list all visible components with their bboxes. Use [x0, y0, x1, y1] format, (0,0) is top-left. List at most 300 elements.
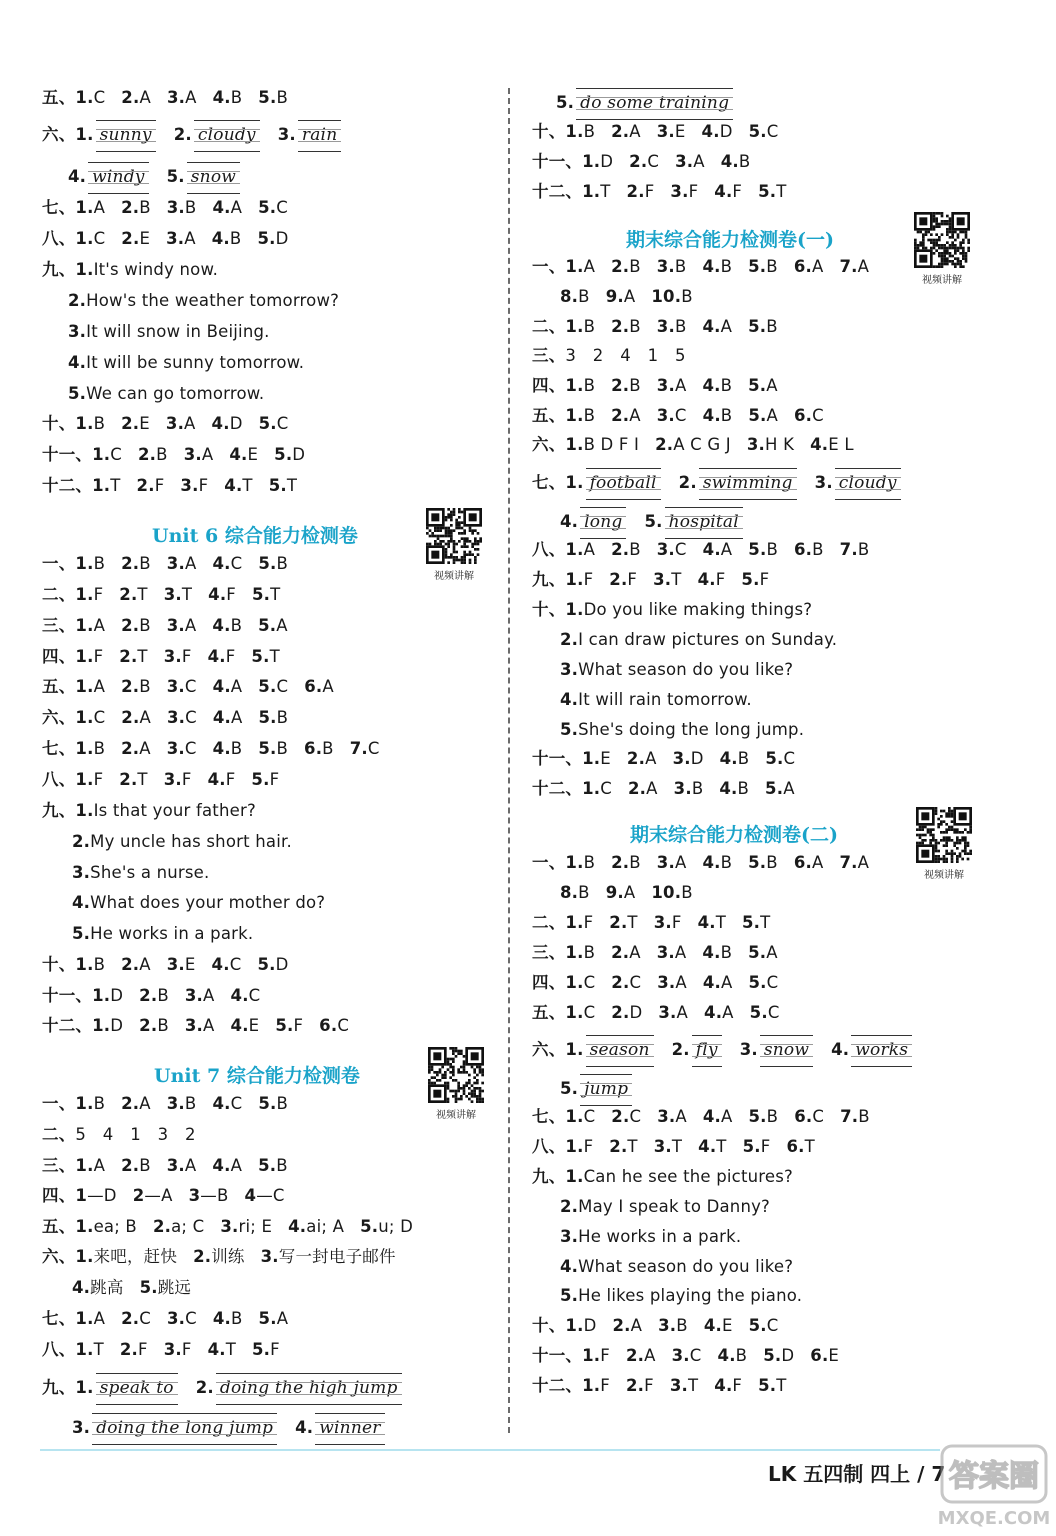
section-title: Unit 7 综合能力检测卷: [154, 1065, 360, 1087]
answer-line: [532, 969, 778, 997]
item-answer: F: [627, 570, 638, 589]
item-answer: C: [230, 554, 243, 573]
question-label: 九、: [42, 1378, 76, 1397]
qr-code: [428, 1047, 484, 1103]
item-answer: B: [812, 540, 824, 559]
item-number: 1.: [565, 540, 584, 559]
item-answer: A: [674, 943, 687, 962]
item-number: 5.: [360, 1217, 379, 1236]
sentence-answer: I can draw pictures on Sunday.: [578, 630, 838, 649]
item-number: 1.: [75, 229, 94, 248]
item-answer: D: [229, 414, 243, 433]
item-answer: H K: [765, 435, 795, 454]
item-number: 5.: [72, 924, 91, 943]
question-label: 二、: [532, 913, 566, 932]
item-answer: A: [623, 883, 636, 902]
question-label: 十一、: [42, 986, 93, 1005]
answer-line: [72, 828, 292, 856]
item-answer: B: [230, 88, 243, 107]
answer-line: [532, 466, 903, 500]
item-number: 5.: [644, 512, 663, 531]
item-number: 2.: [611, 1107, 630, 1126]
item-answer: C: [812, 406, 824, 425]
item-number: 2.: [611, 122, 630, 141]
sentence-answer: It will be sunny tomorrow.: [86, 353, 305, 372]
item-answer: C: [812, 1107, 825, 1126]
item-number: 5.: [252, 1340, 271, 1359]
item-number: 3.: [166, 229, 185, 248]
item-answer: T: [137, 585, 148, 604]
item-number: 5.: [748, 317, 767, 336]
answer-line: [532, 1342, 839, 1370]
handwritten-answer: fly: [692, 1035, 722, 1067]
answer-line: [42, 612, 288, 640]
item-number: 4: [244, 1186, 257, 1205]
answer-line: [532, 1312, 779, 1340]
item-answer: C: [766, 1316, 779, 1335]
item-number: 1.: [565, 376, 584, 395]
question-label: 九、: [532, 1167, 566, 1186]
qr-code: [426, 508, 482, 564]
answer-line: [42, 84, 288, 112]
item-number: 2.: [121, 616, 140, 635]
item-answer: T: [776, 1376, 787, 1395]
question-label: 二、: [42, 585, 76, 604]
sentence-answer: What season do you like?: [578, 1257, 794, 1276]
answer-line: [42, 410, 289, 438]
item-number: 2.: [72, 832, 91, 851]
item-answer: C: [93, 708, 106, 727]
item-answer: B: [629, 376, 641, 395]
item-number: 2.: [121, 1309, 140, 1328]
item-answer: A: [722, 1003, 734, 1022]
item-number: 1.: [565, 473, 584, 492]
item-number: 4.: [288, 1217, 307, 1236]
item-number: 2.: [625, 1376, 645, 1395]
item-number: 1.: [75, 616, 94, 635]
item-number: 4.: [697, 570, 716, 589]
item-number: 3.: [656, 317, 675, 336]
item-number: 6.: [793, 540, 813, 559]
item-number: 2.: [119, 770, 138, 789]
item-number: 5.: [274, 445, 293, 464]
question-label: 八、: [42, 770, 76, 789]
item-answer: T: [627, 1137, 638, 1156]
item-number: 3.: [72, 1418, 91, 1437]
item-answer: F: [225, 770, 236, 789]
item-number: 2.: [628, 779, 647, 798]
item-number: 4.: [560, 1257, 579, 1276]
item-answer: B: [156, 445, 168, 464]
item-answer: B: [139, 1156, 151, 1175]
item-answer: F: [154, 476, 165, 495]
question-label: 三、: [42, 616, 76, 635]
item-number: 4.: [224, 476, 243, 495]
answer-line: [42, 982, 260, 1010]
watermark-logo: [938, 1440, 1050, 1530]
item-answer: B: [93, 1094, 106, 1113]
item-number: 4.: [68, 167, 87, 186]
question-label: 五、: [42, 677, 76, 696]
answer-line: [42, 1152, 288, 1180]
item-number: 4.: [560, 690, 579, 709]
item-number: 1.: [582, 749, 601, 768]
item-answer: A: [676, 1003, 689, 1022]
item-answer: A: [184, 229, 196, 248]
item-number: 5.: [749, 1003, 768, 1022]
handwritten-answer: doing the long jump: [92, 1413, 277, 1445]
qr-caption: 视频讲解: [436, 1110, 476, 1121]
item-number: 4.: [810, 435, 829, 454]
item-answer: B: [629, 540, 641, 559]
answer-line: [532, 775, 795, 803]
item-number: 6.: [793, 853, 812, 872]
item-number: 4.: [211, 414, 230, 433]
item-number: 1.: [75, 1340, 94, 1359]
item-answer: A: [583, 257, 596, 276]
item-number: 8.: [560, 287, 579, 306]
item-number: 4.: [703, 1316, 722, 1335]
answer-line: [42, 550, 288, 578]
item-answer: F: [644, 182, 655, 201]
item-number: 1.: [75, 198, 94, 217]
item-answer: F: [93, 770, 104, 789]
item-answer: C: [230, 1094, 243, 1113]
item-number: 1.: [75, 585, 94, 604]
item-answer: B: [766, 1107, 779, 1126]
item-answer: F: [760, 1137, 771, 1156]
item-answer: B: [720, 257, 733, 276]
item-answer: B: [157, 1016, 169, 1035]
item-number: 3.: [220, 1217, 239, 1236]
item-answer: T: [93, 1340, 104, 1359]
item-answer: T: [137, 770, 148, 789]
item-number: 6.: [794, 1107, 813, 1126]
item-number: 4.: [702, 376, 721, 395]
item-answer: F: [759, 570, 770, 589]
item-answer: A C G J: [673, 435, 731, 454]
item-answer: 训练: [211, 1247, 245, 1266]
section-title: 期末综合能力检测卷(一): [626, 229, 834, 251]
item-number: 7.: [349, 739, 368, 758]
item-answer: A: [203, 986, 215, 1005]
answer-line: [560, 656, 793, 684]
item-answer: A: [231, 708, 243, 727]
question-label: 二、: [532, 317, 566, 336]
item-answer: B: [184, 1094, 197, 1113]
item-number: 2.: [625, 1346, 645, 1365]
item-answer: T: [600, 182, 611, 201]
item-answer: —B: [200, 1186, 229, 1205]
item-number: 7.: [839, 540, 858, 559]
item-number: 2.: [560, 1197, 579, 1216]
question-label: 十二、: [532, 1376, 583, 1395]
answer-line: [532, 1163, 793, 1191]
item-answer: 写一封电子邮件: [278, 1247, 396, 1266]
item-answer: B: [720, 853, 733, 872]
item-number: 4.: [702, 1107, 721, 1126]
item-answer: D: [292, 445, 306, 464]
item-number: 2.: [611, 853, 630, 872]
item-number: 7.: [839, 853, 858, 872]
item-number: 1.: [565, 853, 584, 872]
item-number: 5.: [556, 93, 575, 112]
item-number: 1.: [565, 973, 584, 992]
item-answer: A: [139, 955, 151, 974]
question-label: 十、: [42, 414, 76, 433]
item-answer: B: [276, 88, 288, 107]
answer-line: [532, 999, 780, 1027]
item-number: 4.: [702, 973, 721, 992]
question-label: 十、: [42, 955, 76, 974]
sentence-answer: We can go tomorrow.: [86, 384, 265, 403]
item-answer: E: [139, 229, 151, 248]
item-number: 2.: [121, 198, 140, 217]
item-number: 2.: [138, 445, 157, 464]
item-number: 2.: [68, 291, 87, 310]
item-number: 3.: [657, 973, 676, 992]
question-label: 八、: [532, 540, 566, 559]
item-number: 2.: [121, 229, 140, 248]
item-number: 3.: [669, 1376, 688, 1395]
item-number: 3.: [166, 1309, 186, 1328]
column-divider: [508, 88, 510, 1433]
item-answer: A: [583, 540, 596, 559]
item-answer: F: [93, 585, 104, 604]
item-number: 3.: [166, 1094, 185, 1113]
item-number: 1.: [75, 125, 94, 144]
item-answer: A: [185, 88, 197, 107]
answer-line: [72, 920, 253, 948]
item-answer: F: [226, 585, 236, 604]
answer-line: [42, 1371, 404, 1405]
sentence-answer: Can he see the pictures?: [583, 1167, 794, 1186]
item-number: 1.: [565, 1107, 584, 1126]
question-label: 六、: [42, 1247, 76, 1266]
item-number: 5.: [258, 414, 277, 433]
item-number: 2.: [611, 943, 630, 962]
item-answer: C: [93, 88, 106, 107]
item-number: 5.: [765, 779, 784, 798]
item-answer: T: [286, 476, 298, 495]
item-answer: B: [766, 853, 778, 872]
sentence-answer: She's a nurse.: [90, 863, 210, 882]
item-answer: B: [276, 1094, 289, 1113]
item-number: 1.: [75, 708, 94, 727]
item-answer: F: [583, 1137, 594, 1156]
answer-line: [532, 1133, 815, 1161]
item-number: 5.: [758, 1376, 777, 1395]
item-answer: D: [781, 1346, 795, 1365]
item-answer: B: [674, 257, 687, 276]
sentence-answer: My uncle has short hair.: [90, 832, 292, 851]
answer-line: [560, 879, 693, 907]
item-answer: D: [629, 1003, 643, 1022]
answer-line: [560, 1253, 793, 1281]
item-number: 2: [132, 1186, 145, 1205]
item-answer: E: [247, 445, 259, 464]
item-number: 3.: [163, 647, 182, 666]
item-number: 5.: [742, 913, 761, 932]
item-number: 1.: [75, 1217, 94, 1236]
item-answer: A: [203, 1016, 215, 1035]
item-answer: T: [687, 1376, 699, 1395]
handwritten-answer: football: [586, 468, 661, 500]
item-number: 2.: [611, 376, 630, 395]
question-label: 十二、: [42, 476, 93, 495]
item-answer: C: [248, 986, 261, 1005]
answer-line: [532, 939, 778, 967]
item-number: 1.: [565, 317, 584, 336]
answer-line: [42, 225, 289, 253]
item-number: 10.: [651, 287, 682, 306]
item-number: 4.: [714, 182, 733, 201]
question-label: 五、: [532, 406, 566, 425]
item-number: 5.: [748, 540, 767, 559]
item-answer: E: [248, 1016, 260, 1035]
item-number: 4.: [212, 708, 231, 727]
item-answer: A: [184, 1156, 197, 1175]
item-number: 5.: [139, 1278, 158, 1297]
item-number: 4.: [719, 779, 738, 798]
item-number: 1.: [565, 1316, 584, 1335]
item-answer: B: [230, 616, 243, 635]
item-number: 5.: [258, 616, 277, 635]
item-number: 6.: [304, 677, 323, 696]
item-answer: E: [600, 749, 611, 768]
question-label: 一、: [42, 554, 76, 573]
item-answer: B: [276, 739, 289, 758]
item-number: 3.: [746, 435, 766, 454]
item-answer: B: [720, 406, 733, 425]
item-answer: B: [157, 986, 169, 1005]
item-answer: F: [600, 1346, 610, 1365]
question-label: 六、: [532, 1040, 566, 1059]
item-answer: B: [737, 749, 750, 768]
item-number: 4.: [229, 445, 248, 464]
answer-line: [42, 472, 297, 500]
item-number: 4.: [212, 198, 231, 217]
item-number: 4.: [702, 257, 721, 276]
item-answer: F: [269, 770, 280, 789]
answer-line: [532, 253, 869, 281]
answer-line: [68, 349, 304, 377]
item-answer: B: [578, 883, 590, 902]
item-number: 2.: [611, 257, 630, 276]
item-number: 3.: [183, 445, 202, 464]
item-answer: C: [647, 152, 660, 171]
item-number: 5.: [560, 1079, 579, 1098]
handwritten-answer: hospital: [665, 507, 743, 539]
question-label: 一、: [532, 853, 566, 872]
item-answer: B: [583, 943, 596, 962]
question-label: 一、: [532, 257, 566, 276]
item-number: 4.: [295, 1418, 314, 1437]
handwritten-answer: speak to: [96, 1373, 178, 1405]
item-answer: C: [583, 973, 596, 992]
sentence-answer: He likes playing the piano.: [578, 1286, 803, 1305]
item-number: 2.: [121, 1156, 140, 1175]
item-number: 1.: [75, 1247, 94, 1266]
handwritten-answer: cloudy: [835, 468, 901, 500]
item-number: 4.: [207, 770, 226, 789]
item-answer: A: [184, 616, 197, 635]
item-number: 3.: [671, 1346, 690, 1365]
item-number: 2.: [655, 435, 674, 454]
item-answer: F: [198, 476, 209, 495]
question-label: 七、: [532, 473, 566, 492]
qr-code: [914, 212, 970, 268]
item-number: 4.: [701, 122, 720, 141]
item-answer: u; D: [378, 1217, 414, 1236]
item-number: 4.: [697, 913, 716, 932]
item-answer: D: [583, 1316, 597, 1335]
item-number: 3.: [184, 986, 204, 1005]
sentence-answer: It's windy now.: [93, 260, 219, 279]
item-number: 1.: [565, 570, 584, 589]
item-answer: F: [732, 1376, 743, 1395]
item-number: 1.: [75, 677, 94, 696]
item-number: 2.: [139, 986, 158, 1005]
answer-line: [42, 256, 218, 284]
item-answer: B: [674, 317, 687, 336]
handwritten-answer: swimming: [699, 468, 797, 500]
item-number: 1.: [75, 554, 94, 573]
item-number: 2.: [193, 1247, 212, 1266]
item-answer: B: [857, 540, 870, 559]
item-answer: E: [674, 122, 686, 141]
item-number: 5.: [748, 406, 767, 425]
question-label: 九、: [42, 801, 76, 820]
answer-line: [560, 626, 837, 654]
item-number: 1.: [565, 1040, 584, 1059]
item-answer: B D F I: [583, 435, 640, 454]
item-number: 6.: [319, 1016, 338, 1035]
item-number: 3.: [166, 1156, 185, 1175]
item-number: 5.: [258, 1156, 277, 1175]
item-number: 3.: [814, 473, 833, 492]
item-number: 1: [75, 1186, 88, 1205]
item-answer: B: [858, 1107, 870, 1126]
item-number: 2.: [121, 708, 140, 727]
item-answer: A: [322, 677, 334, 696]
item-answer: B: [720, 376, 733, 395]
item-number: 2.: [611, 406, 630, 425]
item-answer: B: [766, 317, 778, 336]
answer-line: [532, 596, 812, 624]
item-answer: A: [139, 1094, 151, 1113]
qr-caption: 视频讲解: [434, 571, 474, 582]
item-answer: A: [276, 616, 288, 635]
answer-line: [42, 118, 343, 152]
answer-line: [532, 372, 778, 400]
item-answer: T: [270, 585, 281, 604]
item-answer: C: [767, 1003, 780, 1022]
handwritten-answer: cloudy: [194, 120, 260, 152]
item-answer: E: [139, 414, 150, 433]
item-answer: C: [367, 739, 380, 758]
question-label: 十一、: [532, 749, 583, 768]
item-answer: A: [644, 1346, 656, 1365]
item-number: 3.: [163, 770, 182, 789]
item-answer: C: [276, 198, 288, 217]
item-number: 5.: [258, 1094, 277, 1113]
item-answer: —C: [256, 1186, 285, 1205]
handwritten-answer: snow: [187, 162, 240, 194]
answer-line: [42, 581, 280, 609]
item-answer: C: [783, 749, 796, 768]
question-label: 四、: [42, 1186, 76, 1205]
